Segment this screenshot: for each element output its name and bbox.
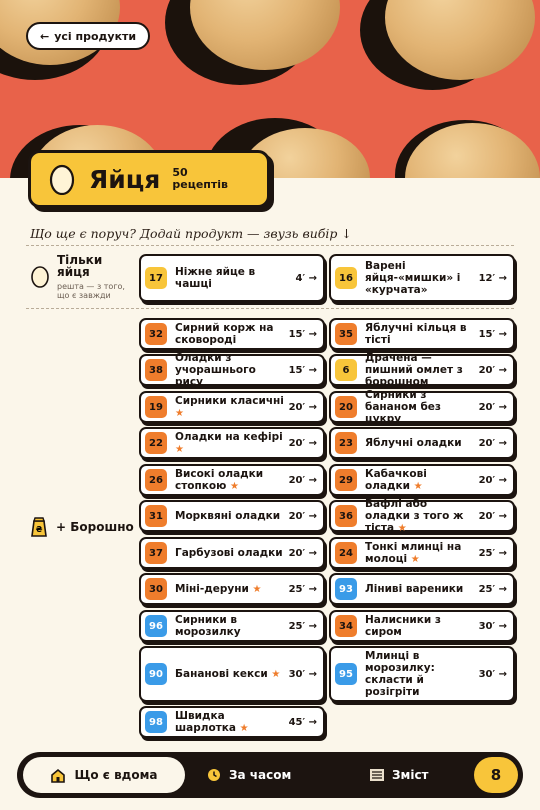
recipe-name: Швидка шарлотка [175,709,236,734]
recipe-name: Сирники в морозилку [175,614,241,638]
recipes-word: рецептів [172,178,229,191]
recipe-number: 36 [335,505,357,527]
star-icon: ★ [229,480,239,492]
group-subtitle: решта — з того, що є завжди [57,282,125,300]
recipe-title [175,431,285,456]
recipe-name: Вафлі або оладки з того ж тіста [365,497,464,534]
recipe-card[interactable] [139,318,325,350]
star-icon: ★ [175,407,184,419]
recipe-title [365,437,475,449]
clock-icon [207,768,221,782]
star-icon: ★ [252,583,262,595]
recipe-number: 26 [145,469,167,491]
egg-icon [30,264,50,288]
recipe-card[interactable] [329,391,515,423]
recipe-title [175,547,285,559]
back-button[interactable] [26,22,150,50]
recipe-number: 17 [145,267,167,289]
recipe-time: 20′ → [288,547,317,559]
recipe-card[interactable] [329,610,515,642]
divider [26,308,514,309]
recipe-name: Кабачкові оладки [365,467,427,492]
recipe-title [365,650,475,698]
recipe-card[interactable] [139,646,325,702]
recipe-card[interactable] [139,254,325,302]
recipe-name: Млинці в морозилку: скласти й розігріти [365,650,435,698]
recipe-number: 34 [335,615,357,637]
recipe-name: Бананові кекси [175,667,268,680]
recipe-number: 37 [145,542,167,564]
recipe-name: Яблучні оладки [365,437,462,449]
recipe-name: Оладки на кефірі [175,430,283,443]
nav-home-label: Що є вдома [74,768,158,782]
recipe-card[interactable] [139,354,325,386]
group-title: + Борошно [56,520,134,534]
recipe-number: 31 [145,505,167,527]
recipe-name: Сирники класичні [175,394,284,407]
egg-icon [49,163,75,195]
list-icon [370,769,384,781]
nav-contents-tab[interactable] [370,752,429,798]
recipe-number: 24 [335,542,357,564]
back-label: усі продукти [54,29,137,43]
recipe-card[interactable] [329,497,515,534]
group-flour [30,516,136,538]
recipe-card[interactable] [329,254,515,302]
recipe-time: 20′ → [478,401,507,413]
recipe-number: 95 [335,663,357,685]
recipe-card[interactable] [139,427,325,459]
recipe-card[interactable] [139,610,325,642]
recipe-time: 25′ → [478,583,507,595]
recipe-name: Оладки з учорашнього рису [175,352,256,388]
recipe-title [365,614,475,638]
recipe-card[interactable] [139,706,325,738]
recipe-title [175,352,285,388]
recipe-title [175,614,285,638]
recipe-time: 25′ → [288,620,317,632]
title-card [28,150,270,208]
recipe-time: 20′ → [478,474,507,486]
recipe-title [175,668,285,681]
recipe-title [365,541,475,566]
star-icon: ★ [410,553,420,565]
nav-time-tab[interactable] [207,752,291,798]
recipe-card[interactable] [329,354,515,386]
recipe-card[interactable] [139,500,325,532]
nav-contents-label: Зміст [392,768,429,782]
recipe-time: 20′ → [288,510,317,522]
recipe-time: 30′ → [478,668,507,680]
recipe-number: 20 [335,396,357,418]
recipe-title [365,322,475,346]
recipe-title [175,266,292,290]
recipe-name: Високі оладки стопкою [175,467,264,492]
recipe-number: 16 [335,267,357,289]
recipe-card[interactable] [139,391,325,423]
recipe-number: 32 [145,323,167,345]
recipe-name: Варені яйця-«мишки» і «курчата» [365,260,461,296]
recipe-title [365,352,475,388]
recipe-title [365,498,475,535]
recipe-time: 45′ → [288,716,317,728]
recipe-time: 20′ → [478,364,507,376]
recipe-time: 20′ → [288,401,317,413]
recipe-name: Ліниві вареники [365,583,464,595]
recipe-time: 4′ → [295,272,317,284]
recipe-card[interactable] [139,573,325,605]
recipe-name: Гарбузові оладки [175,547,283,559]
nav-home-tab[interactable] [23,757,185,793]
recipe-number: 19 [145,396,167,418]
nav-time-label: За часом [229,768,292,782]
recipe-name: Тонкі млинці на молоці [365,540,462,565]
recipe-card[interactable] [329,646,515,702]
recipe-number: 35 [335,323,357,345]
recipe-number: 96 [145,615,167,637]
recipe-time: 20′ → [288,474,317,486]
star-icon: ★ [413,480,423,492]
recipe-time: 25′ → [288,583,317,595]
recipe-time: 20′ → [478,437,507,449]
recipe-number: 98 [145,711,167,733]
group-title: Тільки яйця [57,253,103,279]
star-icon: ★ [397,522,407,534]
page-title: Яйця [89,164,161,194]
recipe-card[interactable] [329,427,515,459]
recipe-title [365,468,475,493]
group-eggs-only [30,254,137,300]
recipe-time: 15′ → [478,328,507,340]
recipe-number: 90 [145,663,167,685]
recipe-title [175,583,285,596]
bottom-nav [17,752,523,798]
recipe-time: 20′ → [478,510,507,522]
arrow-left-icon: ← [40,29,50,43]
recipe-card[interactable] [329,464,515,496]
recipe-card[interactable] [139,537,325,569]
recipe-number: 29 [335,469,357,491]
recipe-number: 22 [145,432,167,454]
recipe-title [175,710,285,735]
recipe-number: 38 [145,359,167,381]
house-icon [50,768,66,783]
recipes-count: 50 [172,166,188,179]
star-icon: ★ [175,443,184,455]
recipe-card[interactable] [329,573,515,605]
recipe-number: 23 [335,432,357,454]
recipe-name: Ніжне яйце в чашці [175,266,256,290]
recipe-name: Сирники з бананом без цукру [365,389,442,425]
filter-hint: Що ще є поруч? Додай продукт — звузь вибір ↓ [30,226,352,241]
recipe-number: 30 [145,578,167,600]
recipe-time: 25′ → [478,547,507,559]
recipe-name: Налисники з сиром [365,614,441,638]
recipe-time: 12′ → [478,272,507,284]
recipe-card[interactable] [329,318,515,350]
recipe-name: Морквяні оладки [175,510,281,522]
recipe-number: 93 [335,578,357,600]
recipe-name: Драчена — пишний омлет з борошном [365,352,463,388]
flour-bag-icon [30,516,48,538]
recipe-time: 15′ → [288,328,317,340]
star-icon: ★ [271,668,281,680]
recipe-name: Яблучні кільця в тісті [365,322,467,346]
recipe-name: Сирний корж на сковороді [175,322,274,346]
star-icon: ★ [239,722,249,734]
recipe-title [175,468,285,493]
recipe-title [365,583,475,595]
recipe-title [175,395,285,420]
recipe-title [175,510,285,522]
recipe-card[interactable] [329,537,515,569]
recipe-card[interactable] [139,464,325,496]
recipe-title [365,260,475,296]
recipe-time: 15′ → [288,364,317,376]
svg-text:₴: ₴ [35,525,43,534]
recipe-time: 30′ → [288,668,317,680]
recipe-name: Міні-деруни [175,582,249,595]
recipe-number: 6 [335,359,357,381]
recipe-title [365,389,475,425]
recipe-time: 20′ → [288,437,317,449]
selected-count-badge[interactable]: 8 [474,757,518,793]
divider [26,245,514,246]
recipe-time: 30′ → [478,620,507,632]
recipe-title [175,322,285,346]
